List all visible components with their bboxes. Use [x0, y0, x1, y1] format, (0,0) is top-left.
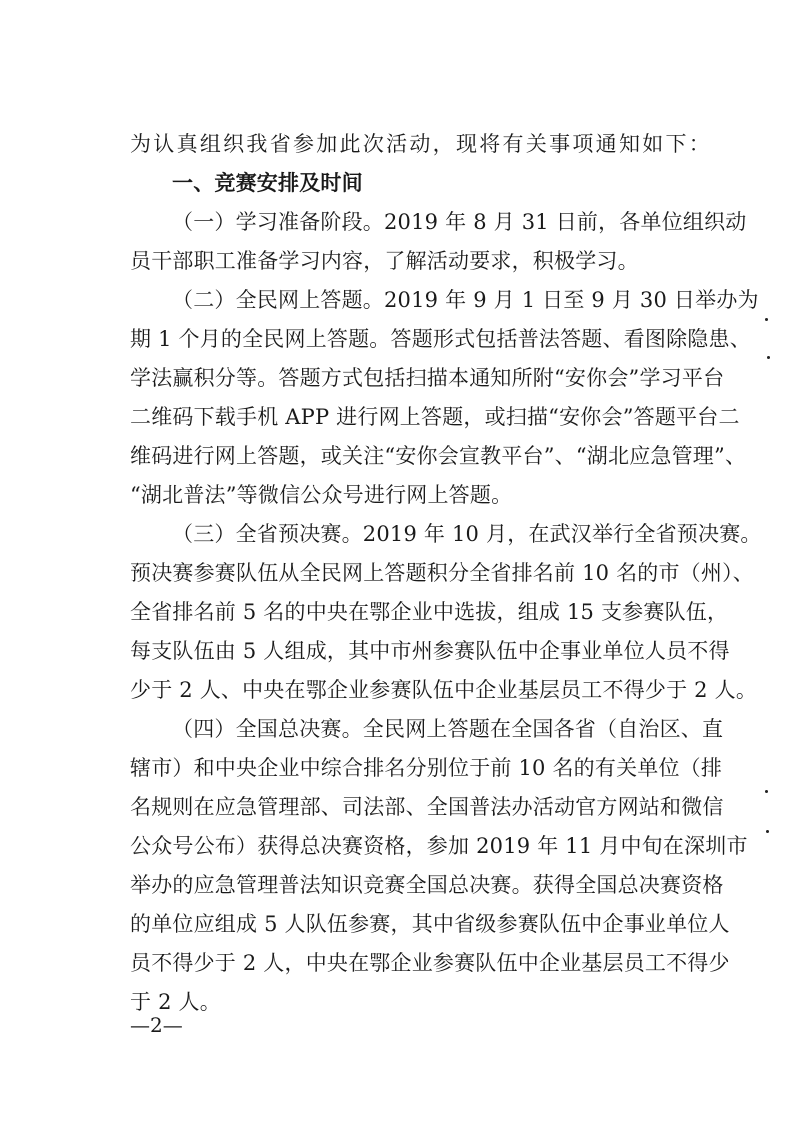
- text-line: 少于 2 人、中央在鄂企业参赛队伍中企业基层员工不得少于 2 人。: [130, 678, 758, 702]
- text-line: 为认真组织我省参加此次活动，现将有关事项通知如下：: [130, 132, 710, 156]
- text-line: “湖北普法”等微信公众号进行网上答题。: [130, 483, 513, 507]
- scan-speck: [765, 790, 768, 793]
- text-line: （一）学习准备阶段。2019 年 8 月 31 日前，各单位组织动: [172, 210, 747, 234]
- text-line: （二）全民网上答题。2019 年 9 月 1 日至 9 月 30 日举办为: [172, 288, 759, 312]
- text-line: 员干部职工准备学习内容，了解活动要求，积极学习。: [130, 249, 639, 273]
- scan-speck: [765, 318, 768, 321]
- body-text: [130, 125, 762, 1022]
- text-line: 名规则在应急管理部、司法部、全国普法办活动官方网站和微信: [130, 795, 724, 819]
- text-line: 辖市）和中央企业中综合排名分别位于前 10 名的有关单位（排: [130, 756, 723, 780]
- text-line: 维码进行网上答题，或关注“安你会宣教平台”、“湖北应急管理”、: [130, 444, 747, 468]
- text-line: 全省排名前 5 名的中央在鄂企业中选拔，组成 15 支参赛队伍，: [130, 600, 729, 624]
- text-line: 员不得少于 2 人，中央在鄂企业参赛队伍中企业基层员工不得少: [130, 951, 730, 975]
- text-line: 二维码下载手机 APP 进行网上答题，或扫描“安你会”答题平台二: [130, 405, 740, 429]
- text-line: （四）全国总决赛。全民网上答题在全国各省（自治区、直: [172, 717, 724, 741]
- text-line: 每支队伍由 5 人组成，其中市州参赛队伍中企事业单位人员不得: [130, 639, 730, 663]
- text-line: 的单位应组成 5 人队伍参赛，其中省级参赛队伍中企事业单位人: [130, 912, 730, 936]
- section-heading: 一、竞赛安排及时间: [172, 171, 363, 195]
- text-line: 期 1 个月的全民网上答题。答题形式包括普法答题、看图除隐患、: [130, 327, 751, 351]
- text-line: 于 2 人。: [130, 990, 221, 1014]
- text-line: （三）全省预决赛。2019 年 10 月，在武汉举行全省预决赛。: [172, 522, 762, 546]
- page-number: —2—: [130, 1013, 183, 1037]
- text-line: 学法赢积分等。答题方式包括扫描本通知所附“安你会”学习平台: [130, 366, 725, 390]
- text-line: 公众号公布）获得总决赛资格，参加 2019 年 11 月中旬在深圳市: [130, 834, 748, 858]
- scan-speck: [767, 356, 770, 359]
- text-line: 举办的应急管理普法知识竞赛全国总决赛。获得全国总决赛资格: [130, 873, 724, 897]
- text-line: 预决赛参赛队伍从全民网上答题积分全省排名前 10 名的市（州）、: [130, 561, 754, 585]
- scan-speck: [766, 830, 769, 833]
